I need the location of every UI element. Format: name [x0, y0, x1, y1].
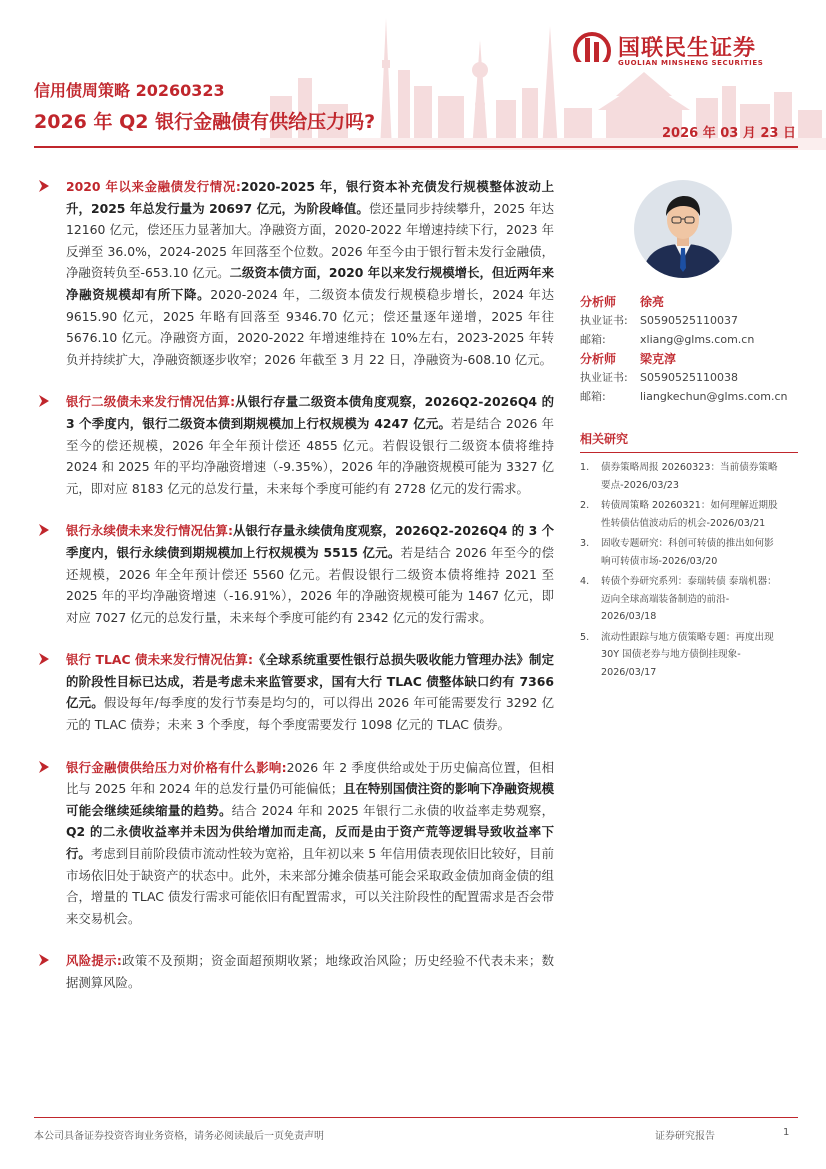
related-item-number: 4.: [580, 576, 590, 587]
related-item-text: 固收专题研究：科创可转债的推出如何影: [601, 538, 774, 549]
related-item-number: 2.: [580, 500, 590, 511]
related-item-text: 性转债估值波动后的机会-2026/03/21: [601, 517, 766, 529]
emphasis-text: 《全球系统重要性银行总损失吸收能力管理办法》制定的阶段性目标已达成，若是考虑未来监管要求，国有大行 TLAC 债整体缺口约有 7366 亿元。: [66, 652, 554, 711]
emphasis-text: 二级资本债方面，2020 年以来发行规模增长，但近两年来净融资规模却有所下降。: [66, 265, 554, 302]
body-text: 考虑到目前阶段债市流动性较为宽裕，且年初以来 5 年信用债表现依旧比较好，目前市场依旧处于缺资产的状态中。此外，未来部分摊余债基可能会采取政金债加商金债的组合，增量的 TLAC 债发行需求可能依旧有配置需求，可以关注阶段性的配置需求是否会带来交易机会。: [66, 846, 555, 926]
summary-paragraph: [34, 757, 554, 930]
analyst-name: 梁克淳: [640, 352, 677, 366]
related-research-item[interactable]: [580, 497, 798, 532]
analyst-cert-row: [580, 369, 800, 388]
emphasis-text: 从银行存量永续债角度观察，2026Q2-2026Q4 的 3 个季度内，银行永续债到期规模加上行权规模为 5515 亿元。: [66, 523, 554, 560]
company-logo: [572, 30, 802, 74]
section-heading: 银行永续债未来发行情况估算:: [66, 523, 233, 539]
related-research-item[interactable]: [580, 573, 798, 626]
report-date: 2026 年 03 月 23 日: [662, 126, 796, 141]
emphasis-text: 且在特别国债注资的影响下净融资规模可能会继续延续缩量的趋势。: [66, 781, 555, 818]
header-divider: [34, 146, 798, 148]
email-label: 邮箱:: [580, 390, 606, 403]
related-item-text: 流动性跟踪与地方债策略专题：再度出现: [601, 631, 774, 643]
footer-disclaimer: 本公司具备证券投资咨询业务资格，请务必阅读最后一页免责声明: [34, 1131, 324, 1142]
analyst-name-row: [580, 350, 800, 369]
cert-number: S0590525110037: [640, 314, 738, 327]
body-text: 结合 2024 年和 2025 年银行二永债的收益率走势观察，: [231, 802, 555, 818]
cert-label: 执业证书:: [580, 371, 628, 384]
emphasis-text: 从银行存量二级资本债角度观察，2026Q2-2026Q4 的 3 个季度内，银行二级资本债到期规模加上行权规模为 4247 亿元。: [66, 394, 554, 431]
cert-label: 执业证书:: [580, 314, 628, 327]
related-item-text: 债券策略周报 20260323：当前债券策略: [601, 462, 778, 473]
related-item-text: 迈向全球高端装备制造的前沿-: [601, 593, 730, 605]
related-item-number: 1.: [580, 462, 590, 473]
body-text: 若是结合 2026 年至今的偿还规模，2026 年全年预计偿还 5560 亿元。若假设银行二级资本债将维持 2021 至 2025 年的平均净融资增速（-16.91%），2026 年的净融资规模可能为 1467 亿元，即对应 7027 亿元的总发行量，未来每个季度可能约有 2342 亿元的发行需求。: [66, 544, 554, 625]
related-item-text: 2026/03/17: [601, 666, 657, 678]
related-research-list: [580, 459, 798, 681]
footer-divider: [34, 1117, 798, 1118]
related-research: [580, 430, 798, 684]
bullet-arrow-icon: [38, 179, 50, 193]
bullet-arrow-icon: [38, 953, 50, 967]
cert-number: S0590525110038: [640, 371, 738, 384]
related-item-text: 30Y 国债老券与地方债倒挂现象-: [601, 649, 741, 660]
bullet-arrow-icon: [38, 523, 50, 537]
body-text: 假设每年/每季度的发行节奏是均匀的，可以得出 2026 年可能需要发行 3292 亿元的 TLAC 债券；未来 3 个季度，每个季度需要发行 1098 亿元的 TLAC 债券。: [66, 695, 555, 733]
footer-report-type: 证券研究报告: [655, 1131, 715, 1142]
section-heading: 银行 TLAC 债未来发行情况估算:: [66, 652, 253, 668]
body-text: 2026 年 2 季度供给或处于历史偏高位置，但相比与 2025 年和 2024 年的总发行量仍可能偏低；: [66, 759, 554, 797]
analyst-name-row: [580, 293, 800, 312]
related-research-title: 相关研究: [580, 430, 798, 453]
section-heading: 银行金融债供给压力对价格有什么影响:: [66, 759, 287, 775]
summary-paragraph: [34, 520, 554, 628]
summary-column: [34, 176, 554, 994]
bullet-arrow-icon: [38, 394, 50, 408]
related-research-item[interactable]: [580, 459, 798, 494]
analyst-photo: [634, 180, 732, 278]
email-label: 邮箱:: [580, 333, 606, 346]
report-title: 2026 年 Q2 银行金融债有供给压力吗?: [34, 111, 376, 133]
logo-text: 国联民生证券: [618, 36, 757, 61]
summary-paragraph: [34, 176, 554, 370]
body-text: 偿还量同步持续攀升，2025 年达 12160 亿元，偿还压力显著加大。净融资方面，2020-2022 年增速持续下行，2023 年反弹至 36.0%，2024-2025 年回落至个位数。2026 年至今由于银行暂未发行金融债，净融资转负至-653.10 亿元。: [66, 200, 554, 281]
related-item-number: 5.: [580, 631, 590, 643]
analyst-cert-row: [580, 312, 800, 331]
page-number: 1: [783, 1127, 790, 1138]
related-item-text: 要点-2026/03/23: [601, 479, 679, 491]
related-research-item[interactable]: [580, 535, 798, 570]
related-item-text: 2026/03/18: [601, 611, 657, 622]
related-item-number: 3.: [580, 538, 590, 549]
analyst-email-link[interactable]: liangkechun@glms.com.cn: [640, 390, 788, 403]
bullet-arrow-icon: [38, 652, 50, 666]
logo-mark-icon: [572, 32, 612, 70]
section-heading: 2020 年以来金融债发行情况:: [66, 179, 241, 194]
summary-paragraph: [34, 649, 554, 735]
related-item-text: 转债周策略 20260321：如何理解近期股: [601, 500, 778, 511]
related-item-text: 转债个券研究系列：泰瑞转债 泰瑞机器：: [601, 576, 777, 587]
emphasis-text: 2020-2025 年，银行资本补充债发行规模整体波动上升，2025 年总发行量为 20697 亿元，为阶段峰值。: [66, 179, 554, 216]
risk-warning-paragraph: [34, 950, 554, 993]
report-series: 信用债周策略 20260323: [34, 81, 225, 100]
analyst-role-label: 分析师: [580, 295, 617, 309]
analyst-email-row: [580, 331, 800, 350]
analyst-email-row: [580, 388, 800, 407]
bullet-arrow-icon: [38, 760, 50, 774]
related-research-item[interactable]: [580, 629, 798, 682]
related-item-text: 响可转债市场-2026/03/20: [601, 555, 718, 567]
body-text: 若是结合 2026 年至今的偿还规模，2026 年全年预计偿还 4855 亿元。若假设银行二级资本债将维持 2024 和 2025 年的平均净融资增速（-9.35%），2026 年的净融资规模可能为 3327 亿元，即对应 8183 亿元的总发行量，未来每个季度可能约有 2728 亿元的发行需求。: [66, 415, 554, 496]
body-text: 政策不及预期；资金面超预期收紧；地缘政治风险；历史经验不代表未来；数据测算风险。: [66, 953, 554, 990]
logo-english-text: GUOLIAN MINSHENG SECURITIES: [618, 59, 764, 67]
body-text: 2020-2024 年，二级资本债发行规模稳步增长，2024 年达 9615.90 亿元，2025 年略有回落至 9346.70 亿元；偿还量逐年递增，2025 年往 5676.10 亿元。净融资方面，2020-2022 年增速维持在 10%左右，2023-2025 年转负并持续扩大，净融资额逐步收窄；2026 年截至 3 月 22 日，净融资为-608.10 亿元。: [66, 286, 554, 367]
summary-paragraph: [34, 391, 554, 499]
analyst-info: [580, 293, 800, 407]
section-heading: 风险提示:: [66, 953, 122, 969]
emphasis-text: Q2 的二永债收益率并未因为供给增加而走高，反而是由于资产荒等逻辑导致收益率下行。: [66, 824, 554, 862]
analyst-name: 徐亮: [640, 295, 665, 309]
analyst-email-link[interactable]: xliang@glms.com.cn: [640, 333, 755, 346]
analyst-role-label: 分析师: [580, 352, 617, 366]
section-heading: 银行二级债未来发行情况估算:: [66, 394, 236, 410]
